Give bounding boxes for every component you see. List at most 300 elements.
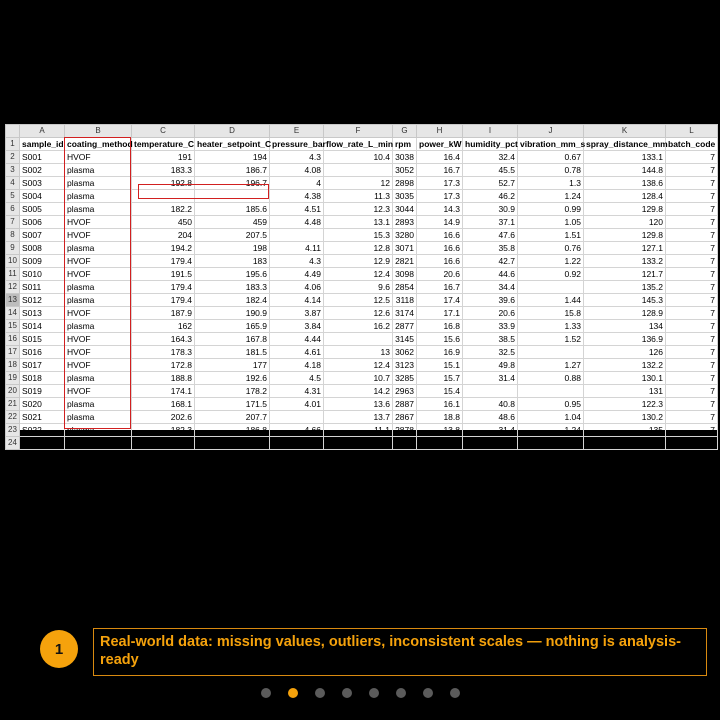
cell[interactable]: 1.3: [518, 177, 584, 190]
cell[interactable]: 129.8: [584, 229, 666, 242]
cell[interactable]: 48.6: [463, 411, 518, 424]
cell[interactable]: 37.1: [463, 216, 518, 229]
cell[interactable]: 144.8: [584, 164, 666, 177]
cell[interactable]: 182.2: [132, 203, 195, 216]
cell[interactable]: S013: [20, 307, 65, 320]
cell[interactable]: 171.5: [195, 398, 270, 411]
cell[interactable]: HVOF: [65, 385, 132, 398]
cell[interactable]: plasma: [65, 281, 132, 294]
cell[interactable]: 3280: [393, 229, 417, 242]
cell[interactable]: 1.33: [518, 320, 584, 333]
cell[interactable]: 2893: [393, 216, 417, 229]
cell[interactable]: 128.9: [584, 307, 666, 320]
cell[interactable]: plasma: [65, 242, 132, 255]
cell[interactable]: 4.01: [270, 398, 324, 411]
cell[interactable]: 0.76: [518, 242, 584, 255]
cell[interactable]: 10.7: [324, 372, 393, 385]
cell[interactable]: 3038: [393, 151, 417, 164]
cell[interactable]: 177: [195, 359, 270, 372]
cell[interactable]: 1.44: [518, 294, 584, 307]
cell[interactable]: 192.8: [132, 177, 195, 190]
cell[interactable]: 16.8: [417, 437, 463, 450]
cell[interactable]: 7: [666, 359, 718, 372]
cell[interactable]: S022: [20, 424, 65, 437]
cell[interactable]: 136.9: [584, 333, 666, 346]
cell[interactable]: 4.31: [270, 385, 324, 398]
cell[interactable]: 3098: [393, 268, 417, 281]
column-letter-f[interactable]: F: [324, 125, 393, 138]
cell[interactable]: 12.4: [324, 359, 393, 372]
cell[interactable]: 1.24: [518, 424, 584, 437]
cell[interactable]: 16.9: [417, 346, 463, 359]
row-number[interactable]: 1: [6, 138, 20, 151]
pager-dot[interactable]: [396, 688, 406, 698]
cell[interactable]: 7: [666, 281, 718, 294]
cell[interactable]: 2887: [393, 398, 417, 411]
cell[interactable]: HVOF: [65, 151, 132, 164]
cell[interactable]: 0.88: [518, 372, 584, 385]
cell[interactable]: 4: [270, 177, 324, 190]
cell[interactable]: S021: [20, 411, 65, 424]
cell[interactable]: 129.8: [584, 203, 666, 216]
cell[interactable]: 183: [195, 255, 270, 268]
cell[interactable]: HVOF: [65, 359, 132, 372]
cell[interactable]: 30.9: [463, 203, 518, 216]
cell[interactable]: 186.8: [195, 424, 270, 437]
row-number[interactable]: 13: [6, 294, 20, 307]
row-number[interactable]: 8: [6, 229, 20, 242]
cell[interactable]: 31.4: [463, 372, 518, 385]
cell[interactable]: 7: [666, 151, 718, 164]
cell[interactable]: 42.7: [463, 255, 518, 268]
cell[interactable]: [518, 385, 584, 398]
cell[interactable]: S019: [20, 385, 65, 398]
row-number[interactable]: 15: [6, 320, 20, 333]
cell[interactable]: 0.78: [518, 164, 584, 177]
cell[interactable]: 3118: [393, 294, 417, 307]
column-header-heater-setpoint-c[interactable]: heater_setpoint_C: [195, 138, 270, 151]
cell[interactable]: 1.52: [518, 333, 584, 346]
cell[interactable]: 2877: [393, 320, 417, 333]
cell[interactable]: 128.4: [584, 190, 666, 203]
cell[interactable]: 144.5: [584, 437, 666, 450]
cell[interactable]: 3.87: [270, 307, 324, 320]
cell[interactable]: 133.2: [584, 255, 666, 268]
cell[interactable]: 2963: [393, 385, 417, 398]
column-letter-d[interactable]: D: [195, 125, 270, 138]
cell[interactable]: -1.5: [270, 437, 324, 450]
cell[interactable]: 7: [666, 294, 718, 307]
cell[interactable]: S007: [20, 229, 65, 242]
cell[interactable]: 14.3: [417, 203, 463, 216]
pager-dot[interactable]: [288, 688, 298, 698]
cell[interactable]: 38.5: [463, 333, 518, 346]
row-number[interactable]: 23: [6, 424, 20, 437]
cell[interactable]: S017: [20, 359, 65, 372]
cell[interactable]: [324, 333, 393, 346]
cell[interactable]: 188.8: [132, 372, 195, 385]
cell[interactable]: 12.6: [324, 307, 393, 320]
cell[interactable]: 20.6: [417, 268, 463, 281]
cell[interactable]: 9.6: [324, 281, 393, 294]
cell[interactable]: 7: [666, 385, 718, 398]
column-letter-i[interactable]: I: [463, 125, 518, 138]
cell[interactable]: [270, 229, 324, 242]
cell[interactable]: 47.6: [463, 229, 518, 242]
column-header-power-kw[interactable]: power_kW: [417, 138, 463, 151]
row-number[interactable]: 18: [6, 359, 20, 372]
cell[interactable]: [270, 411, 324, 424]
cell[interactable]: S016: [20, 346, 65, 359]
column-header-rpm[interactable]: rpm: [393, 138, 417, 151]
cell[interactable]: [324, 164, 393, 177]
pager-dot[interactable]: [315, 688, 325, 698]
column-header-spray-distance-mm[interactable]: spray_distance_mm: [584, 138, 666, 151]
cell[interactable]: plasma: [65, 320, 132, 333]
pager-dot[interactable]: [261, 688, 271, 698]
cell[interactable]: 181.5: [195, 346, 270, 359]
cell[interactable]: 207.7: [195, 411, 270, 424]
cell[interactable]: 178.2: [195, 385, 270, 398]
cell[interactable]: 33.9: [463, 320, 518, 333]
cell[interactable]: 12.9: [324, 255, 393, 268]
cell[interactable]: 7: [666, 177, 718, 190]
cell[interactable]: 11.3: [324, 190, 393, 203]
cell[interactable]: S001: [20, 151, 65, 164]
cell[interactable]: HVOF: [65, 255, 132, 268]
cell[interactable]: 7: [666, 333, 718, 346]
cell[interactable]: 7: [666, 424, 718, 437]
cell[interactable]: S008: [20, 242, 65, 255]
row-number[interactable]: 4: [6, 177, 20, 190]
cell[interactable]: 0.67: [518, 151, 584, 164]
cell[interactable]: 12.5: [324, 294, 393, 307]
row-number[interactable]: 12: [6, 281, 20, 294]
column-header-batch-code[interactable]: batch_code: [666, 138, 718, 151]
cell[interactable]: 191: [132, 151, 195, 164]
cell[interactable]: 207.5: [195, 229, 270, 242]
column-letter-e[interactable]: E: [270, 125, 324, 138]
cell[interactable]: 7: [666, 346, 718, 359]
cell[interactable]: 178.3: [132, 346, 195, 359]
cell[interactable]: plasma: [65, 411, 132, 424]
cell[interactable]: 4.5: [270, 372, 324, 385]
cell[interactable]: 190.9: [195, 307, 270, 320]
cell[interactable]: 13.7: [324, 411, 393, 424]
cell[interactable]: S010: [20, 268, 65, 281]
cell[interactable]: 165.9: [195, 320, 270, 333]
cell[interactable]: 34.4: [463, 281, 518, 294]
cell[interactable]: 0.67: [518, 437, 584, 450]
row-number[interactable]: 2: [6, 151, 20, 164]
cell[interactable]: 3.84: [270, 320, 324, 333]
select-all-corner[interactable]: [6, 125, 20, 138]
cell[interactable]: 7: [666, 372, 718, 385]
cell[interactable]: 2821: [393, 255, 417, 268]
pager-dot[interactable]: [450, 688, 460, 698]
cell[interactable]: 18.8: [417, 411, 463, 424]
column-header-sample-id[interactable]: sample_id: [20, 138, 65, 151]
cell[interactable]: 204: [132, 229, 195, 242]
cell[interactable]: HVOF: [65, 307, 132, 320]
cell[interactable]: 7: [666, 320, 718, 333]
column-header-coating-method[interactable]: coating_method: [65, 138, 132, 151]
cell[interactable]: 4.06: [270, 281, 324, 294]
cell[interactable]: 44.6: [463, 268, 518, 281]
cell[interactable]: 120: [584, 216, 666, 229]
column-letter-h[interactable]: H: [417, 125, 463, 138]
column-header-temperature-c[interactable]: temperature_C: [132, 138, 195, 151]
cell[interactable]: 1.51: [518, 229, 584, 242]
cell[interactable]: 130.2: [584, 411, 666, 424]
cell[interactable]: 7: [666, 411, 718, 424]
cell[interactable]: 52.7: [463, 177, 518, 190]
cell[interactable]: 4.11: [270, 242, 324, 255]
cell[interactable]: plasma: [65, 424, 132, 437]
cell[interactable]: 15.3: [324, 229, 393, 242]
cell[interactable]: [463, 385, 518, 398]
cell[interactable]: 183.3: [132, 164, 195, 177]
cell[interactable]: 185.6: [195, 203, 270, 216]
cell[interactable]: plasma: [65, 372, 132, 385]
cell[interactable]: 10.4: [324, 151, 393, 164]
cell[interactable]: plasma: [65, 203, 132, 216]
cell[interactable]: 138.6: [584, 177, 666, 190]
cell[interactable]: S005: [20, 203, 65, 216]
cell[interactable]: 7: [666, 242, 718, 255]
cell[interactable]: 0.92: [518, 268, 584, 281]
cell[interactable]: 16.7: [417, 281, 463, 294]
cell[interactable]: 196.7: [195, 177, 270, 190]
cell[interactable]: 7: [666, 398, 718, 411]
row-number[interactable]: 17: [6, 346, 20, 359]
cell[interactable]: 174.1: [132, 385, 195, 398]
cell[interactable]: S009: [20, 255, 65, 268]
cell[interactable]: 130.1: [584, 372, 666, 385]
column-letter-c[interactable]: C: [132, 125, 195, 138]
cell[interactable]: 31.4: [463, 424, 518, 437]
column-header-pressure-bar[interactable]: pressure_bar: [270, 138, 324, 151]
cell[interactable]: S011: [20, 281, 65, 294]
cell[interactable]: 17.1: [417, 307, 463, 320]
cell[interactable]: 179.4: [132, 281, 195, 294]
cell[interactable]: 17.4: [417, 294, 463, 307]
row-number[interactable]: 3: [6, 164, 20, 177]
column-letter-j[interactable]: J: [518, 125, 584, 138]
cell[interactable]: 4.49: [270, 268, 324, 281]
column-letter-l[interactable]: L: [666, 125, 718, 138]
cell[interactable]: plasma: [65, 177, 132, 190]
cell[interactable]: 46.2: [463, 190, 518, 203]
cell[interactable]: 198: [195, 242, 270, 255]
row-number[interactable]: 5: [6, 190, 20, 203]
cell[interactable]: 40.8: [463, 398, 518, 411]
cell[interactable]: 1.05: [518, 216, 584, 229]
cell[interactable]: 4.3: [270, 151, 324, 164]
cell[interactable]: 122.3: [584, 398, 666, 411]
cell[interactable]: 47: [463, 437, 518, 450]
cell[interactable]: 3145: [393, 333, 417, 346]
cell[interactable]: [518, 346, 584, 359]
cell[interactable]: plasma: [65, 437, 132, 450]
cell[interactable]: 7: [666, 203, 718, 216]
row-number[interactable]: 20: [6, 385, 20, 398]
cell[interactable]: 13.6: [324, 398, 393, 411]
cell[interactable]: 15.6: [417, 333, 463, 346]
cell[interactable]: 4.18: [270, 359, 324, 372]
cell[interactable]: 3123: [393, 359, 417, 372]
cell[interactable]: 4.66: [270, 424, 324, 437]
cell[interactable]: 45.5: [463, 164, 518, 177]
cell[interactable]: 16.6: [417, 255, 463, 268]
cell[interactable]: 3035: [393, 190, 417, 203]
cell[interactable]: 7: [666, 307, 718, 320]
cell[interactable]: 7: [666, 268, 718, 281]
cell[interactable]: 131: [584, 385, 666, 398]
cell[interactable]: plasma: [65, 164, 132, 177]
column-letter-g[interactable]: G: [393, 125, 417, 138]
cell[interactable]: 179.4: [132, 255, 195, 268]
cell[interactable]: 4.61: [270, 346, 324, 359]
cell[interactable]: 3071: [393, 242, 417, 255]
cell[interactable]: 202.6: [132, 411, 195, 424]
cell[interactable]: 4.48: [270, 216, 324, 229]
cell[interactable]: HVOF: [65, 229, 132, 242]
cell[interactable]: 134: [584, 320, 666, 333]
row-number[interactable]: 9: [6, 242, 20, 255]
cell[interactable]: 182.4: [195, 294, 270, 307]
column-header-vibration-mm-s[interactable]: vibration_mm_s: [518, 138, 584, 151]
cell[interactable]: 15.8: [518, 307, 584, 320]
cell[interactable]: 195.6: [195, 268, 270, 281]
cell[interactable]: 2854: [393, 281, 417, 294]
cell[interactable]: 2898: [393, 177, 417, 190]
cell[interactable]: 168.1: [132, 398, 195, 411]
cell[interactable]: 187.9: [132, 307, 195, 320]
cell[interactable]: 16.6: [417, 242, 463, 255]
cell[interactable]: 39.6: [463, 294, 518, 307]
cell[interactable]: 459: [195, 216, 270, 229]
cell[interactable]: plasma: [65, 294, 132, 307]
cell[interactable]: 1.04: [518, 411, 584, 424]
cell[interactable]: 7: [666, 216, 718, 229]
cell[interactable]: 0.95: [518, 398, 584, 411]
cell[interactable]: 11.1: [324, 424, 393, 437]
cell[interactable]: S020: [20, 398, 65, 411]
cell[interactable]: 49.8: [463, 359, 518, 372]
cell[interactable]: 7: [666, 437, 718, 450]
cell[interactable]: 13: [324, 346, 393, 359]
cell[interactable]: HVOF: [65, 268, 132, 281]
cell[interactable]: 194.2: [132, 242, 195, 255]
cell[interactable]: 15.1: [417, 359, 463, 372]
cell[interactable]: 32.5: [463, 346, 518, 359]
cell[interactable]: 450: [132, 216, 195, 229]
row-number[interactable]: 11: [6, 268, 20, 281]
cell[interactable]: plasma: [65, 190, 132, 203]
cell[interactable]: 12.8: [324, 242, 393, 255]
cell[interactable]: 7: [666, 229, 718, 242]
column-letter-k[interactable]: K: [584, 125, 666, 138]
cell[interactable]: S015: [20, 333, 65, 346]
cell[interactable]: 4.44: [270, 333, 324, 346]
cell[interactable]: HVOF: [65, 346, 132, 359]
pager-dot[interactable]: [342, 688, 352, 698]
cell[interactable]: 16.8: [417, 320, 463, 333]
cell[interactable]: 162: [132, 320, 195, 333]
cell[interactable]: [518, 281, 584, 294]
cell[interactable]: S004: [20, 190, 65, 203]
cell[interactable]: 164.3: [132, 333, 195, 346]
cell[interactable]: 7: [666, 164, 718, 177]
cell[interactable]: 183.3: [195, 281, 270, 294]
column-letter-b[interactable]: B: [65, 125, 132, 138]
cell[interactable]: S003: [20, 177, 65, 190]
cell[interactable]: 4.14: [270, 294, 324, 307]
column-letter-a[interactable]: A: [20, 125, 65, 138]
column-header-humidity-pct[interactable]: humidity_pct: [463, 138, 518, 151]
cell[interactable]: [132, 190, 195, 203]
cell[interactable]: S023: [20, 437, 65, 450]
cell[interactable]: 35.8: [463, 242, 518, 255]
cell[interactable]: 2867: [393, 411, 417, 424]
cell[interactable]: 7: [666, 255, 718, 268]
cell[interactable]: 15.7: [417, 372, 463, 385]
cell[interactable]: 1.24: [518, 190, 584, 203]
cell[interactable]: 14.6: [324, 437, 393, 450]
cell[interactable]: 186.7: [195, 164, 270, 177]
cell[interactable]: 13.1: [324, 216, 393, 229]
cell[interactable]: S014: [20, 320, 65, 333]
cell[interactable]: 1.27: [518, 359, 584, 372]
cell[interactable]: 20.6: [463, 307, 518, 320]
cell[interactable]: [195, 190, 270, 203]
cell[interactable]: 126: [584, 346, 666, 359]
cell[interactable]: 4.3: [270, 255, 324, 268]
cell[interactable]: 2878: [393, 424, 417, 437]
cell[interactable]: 192.6: [195, 372, 270, 385]
row-number[interactable]: 21: [6, 398, 20, 411]
cell[interactable]: 4.38: [270, 190, 324, 203]
cell[interactable]: 172.8: [132, 359, 195, 372]
cell[interactable]: 135.2: [584, 281, 666, 294]
column-header-flow-rate-l-min[interactable]: flow_rate_L_min: [324, 138, 393, 151]
cell[interactable]: HVOF: [65, 216, 132, 229]
cell[interactable]: 12: [324, 177, 393, 190]
cell[interactable]: 12.4: [324, 268, 393, 281]
cell[interactable]: 16.4: [417, 151, 463, 164]
cell[interactable]: 185.8: [132, 437, 195, 450]
cell[interactable]: 17.3: [417, 190, 463, 203]
cell[interactable]: 15.4: [417, 385, 463, 398]
row-number[interactable]: 7: [6, 216, 20, 229]
pager-dot[interactable]: [423, 688, 433, 698]
cell[interactable]: 16.7: [417, 164, 463, 177]
cell[interactable]: 7: [666, 190, 718, 203]
cell[interactable]: 13.8: [417, 424, 463, 437]
cell[interactable]: plasma: [65, 398, 132, 411]
cell[interactable]: S006: [20, 216, 65, 229]
cell[interactable]: S018: [20, 372, 65, 385]
cell[interactable]: HVOF: [65, 333, 132, 346]
cell[interactable]: 132.2: [584, 359, 666, 372]
cell[interactable]: 12.3: [324, 203, 393, 216]
cell[interactable]: 194: [195, 151, 270, 164]
cell[interactable]: 3044: [393, 203, 417, 216]
cell[interactable]: 127.1: [584, 242, 666, 255]
cell[interactable]: 4.08: [270, 164, 324, 177]
cell[interactable]: 16.2: [324, 320, 393, 333]
